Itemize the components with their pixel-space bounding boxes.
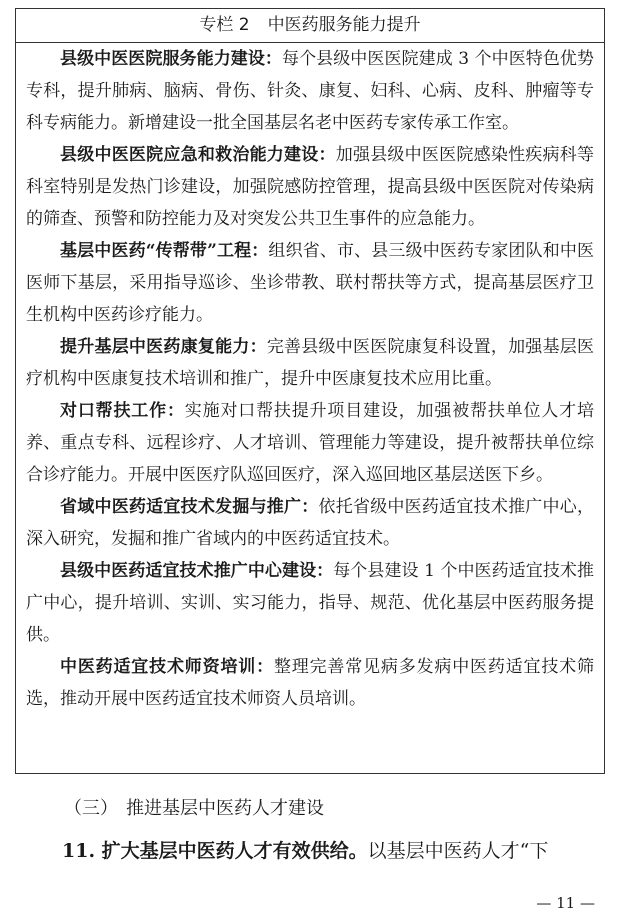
- box-items: [16, 43, 604, 715]
- box-title-number: 专栏 2: [199, 15, 250, 35]
- item-heading: 县级中医药适宜技术推广中心建设：: [60, 561, 334, 581]
- item-body: 每个县建设 1 个中医药适宜技术推广中心，提升培训、实训、实习能力，指导、规范、优化基层中医药服务提供。: [26, 561, 595, 645]
- subheading-text: 推进基层中医药人才建设: [126, 798, 324, 819]
- body-paragraph: [24, 835, 608, 867]
- subheading-number: （三）: [64, 798, 118, 819]
- box-title-text: 中医药服务能力提升: [267, 15, 421, 35]
- item-body: 每个县级中医医院建成 3 个中医特色优势专科，提升肺病、脑病、骨伤、针灸、康复、妇科、心病、皮科、肿瘤等专科专病能力。新增建设一批全国基层名老中医药专家传承工作室。: [26, 49, 595, 133]
- item-body: 整理完善常见病多发病中医药适宜技术筛选，推动开展中医药适宜技术师资人员培训。: [26, 657, 595, 709]
- box-item-1: [26, 43, 594, 139]
- box-item-6: [26, 491, 594, 555]
- box-item-5: [26, 395, 594, 491]
- paragraph-body: 以基层中医药人才“下: [367, 840, 549, 862]
- item-heading: 提升基层中医药康复能力：: [60, 337, 267, 357]
- box-item-2: [26, 139, 594, 235]
- item-body: 完善县级中医医院康复科设置，加强基层医疗机构中医康复技术培训和推广，提升中医康复技术应用比重。: [26, 337, 595, 389]
- page-number: — 11 —: [536, 894, 595, 912]
- item-body: 加强县级中医医院感染性疾病科等科室特别是发热门诊建设，加强院感防控管理，提高县级中医医院对传染病的筛查、预警和防控能力及对突发公共卫生事件的应急能力。: [26, 145, 595, 229]
- section-subheading: [64, 793, 324, 825]
- item-heading: 县级中医医院应急和救治能力建设：: [60, 145, 336, 165]
- box-item-7: [26, 555, 594, 651]
- item-body: 实施对口帮扶提升项目建设，加强被帮扶单位人才培养、重点专科、远程诊疗、人才培训、管理能力等建设，提升被帮扶单位综合诊疗能力。开展中医医疗队巡回医疗，深入巡回地区基层送医下乡。: [26, 401, 595, 485]
- box-item-8: [26, 651, 594, 715]
- feature-box: [15, 8, 605, 774]
- item-body: 依托省级中医药适宜技术推广中心，深入研究，发掘和推广省域内的中医药适宜技术。: [26, 497, 594, 549]
- item-body: 组织省、市、县三级中医药专家团队和中医医师下基层，采用指导巡诊、坐诊带教、联村帮扶等方式，提高基层医疗卫生机构中医药诊疗能力。: [26, 241, 594, 325]
- item-heading: 县级中医医院服务能力建设：: [60, 49, 282, 69]
- box-title: [16, 9, 604, 43]
- item-heading: 对口帮扶工作：: [60, 401, 185, 421]
- item-heading: 中医药适宜技术师资培训：: [60, 657, 274, 677]
- box-item-3: [26, 235, 594, 331]
- paragraph-heading: 11. 扩大基层中医药人才有效供给。: [62, 840, 368, 862]
- item-heading: 基层中医药“传帮带”工程：: [60, 241, 269, 261]
- item-heading: 省域中医药适宜技术发掘与推广：: [60, 497, 319, 517]
- box-item-4: [26, 331, 594, 395]
